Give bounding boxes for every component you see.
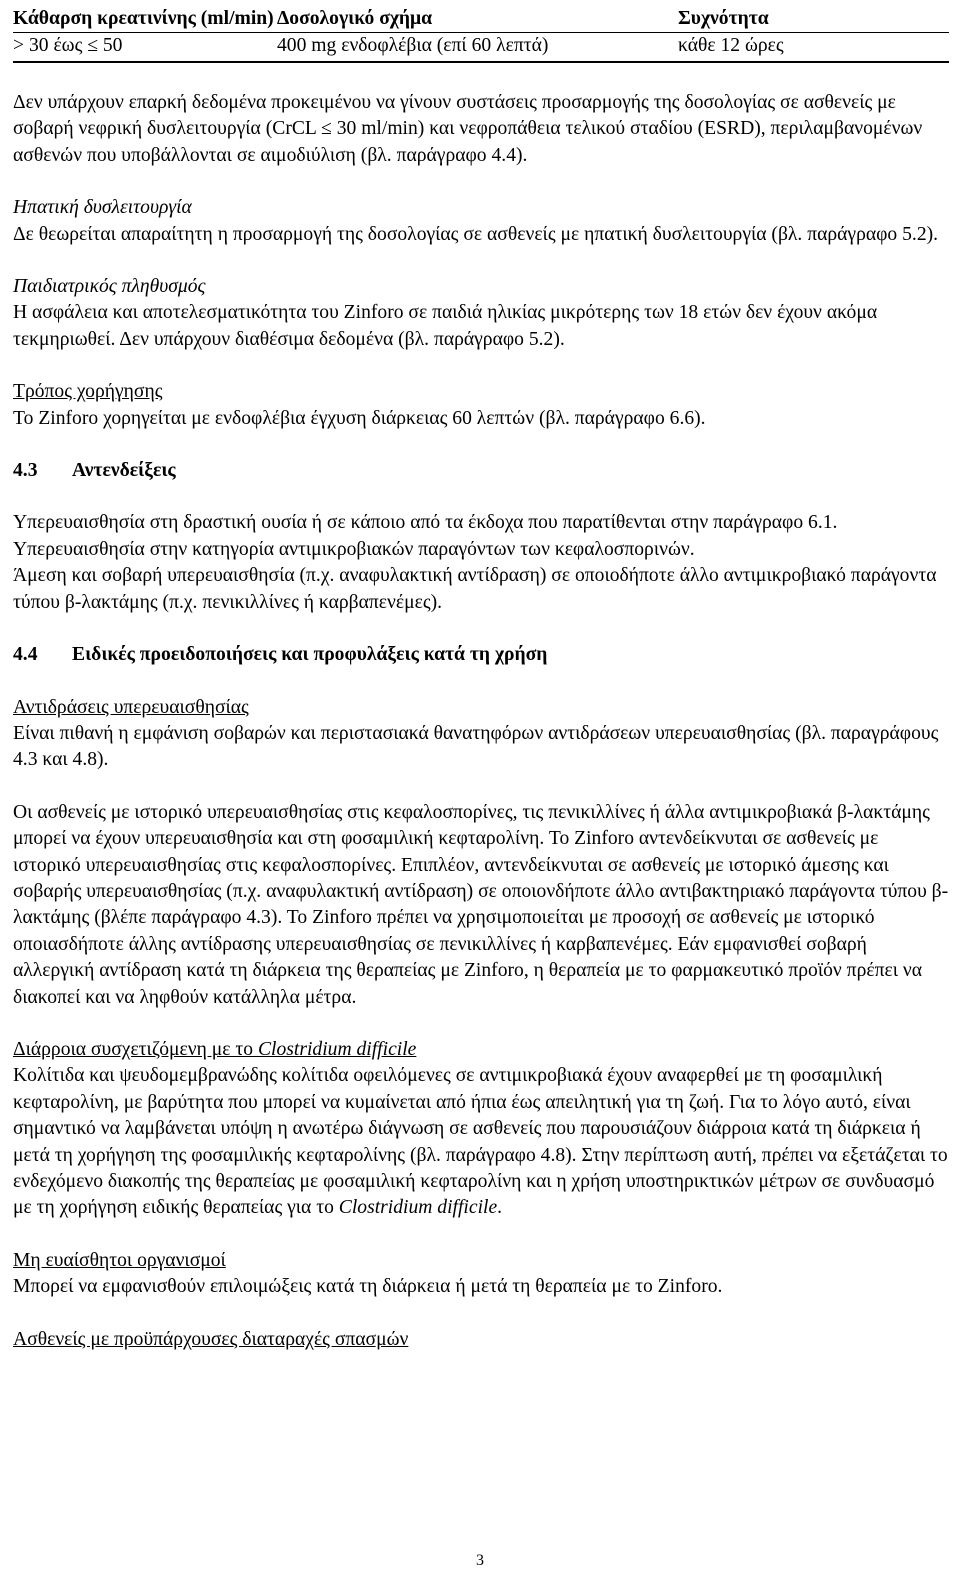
non-susceptible-heading: Μη ευαίσθητοι οργανισμοί (13, 1249, 226, 1271)
col-header-frequency: Συχνότητα (678, 6, 949, 33)
section-4-3-heading (13, 458, 949, 484)
pediatric-text: Η ασφάλεια και αποτελεσματικότητα του Zinforo σε παιδιά ηλικίας μικρότερης των 18 ετών δεν έχουν ακόμα τεκμηριωθεί. Δεν υπάρχουν διαθέσιμα δεδομένα (βλ. παράγραφο 5.2). (13, 302, 878, 350)
cell-dosing-regimen: 400 mg ενδοφλέβια (επί 60 λεπτά) (277, 33, 678, 63)
cdiff-text: Κολίτιδα και ψευδομεμβρανώδης κολίτιδα οφειλόμενες σε αντιμικροβιακά έχουν αναφερθεί με τη φοσαμιλική κεφταρολίνη, με βαρύτητα που μπορεί να κυμαίνεται από ήπια έως απειλητική για τη ζωή. Για το λόγο αυτό, είναι σημαντικό να λαμβάνεται υπόψη η ανωτέρω διάγνωση σε ασθενείς που παρουσιάζουν διάρροια κατά τη διάρκεια ή μετά τη χορήγηση της φοσαμιλικής κεφταρολίνης (βλ. παράγραφο 4.8). Στην περίπτωση αυτή, πρέπει να εξετάζεται το ενδεχόμενο διακοπής της θεραπείας με φοσαμιλική κεφταρολίνη και η χρήση υποστηρικτικών μέτρων σε συνδυασμό με τη χορήγηση ειδικής θεραπείας για το Clostridium difficile. (13, 1065, 948, 1219)
cell-frequency: κάθε 12 ώρες (678, 33, 949, 63)
contraindication-2: Υπερευαισθησία στην κατηγορία αντιμικροβιακών παραγόντων των κεφαλοσπορινών. (13, 538, 695, 560)
page-number: 3 (476, 1552, 484, 1569)
hypersensitivity-text: Είναι πιθανή η εμφάνιση σοβαρών και περιστασιακά θανατηφόρων αντιδράσεων υπερευαισθησίας (βλ. παραγράφους 4.3 και 4.8). (13, 722, 939, 771)
table-header-row (13, 6, 949, 33)
section-number: 4.4 (13, 644, 38, 666)
col-header-dosing-regimen: Δοσολογικό σχήμα (277, 6, 678, 33)
cdiff-heading: Διάρροια συσχετιζόμενη με το Clostridium difficile (13, 1038, 417, 1060)
dosing-table (13, 6, 949, 63)
section-4-4-heading (13, 642, 949, 668)
seizure-heading: Ασθενείς με προϋπάρχουσες διαταραχές σπασμών (13, 1328, 409, 1350)
table-row (13, 33, 949, 63)
renal-insufficiency-paragraph: Δεν υπάρχουν επαρκή δεδομένα προκειμένου να γίνουν συστάσεις προσαρμογής της δοσολογίας σε ασθενείς με σοβαρή νεφρική δυσλειτουργία (CrCL ≤ 30 ml/min) και νεφροπάθεια τελικού σταδίου (ESRD), περιλαμβανομένων ασθενών που υποβάλλονται σε αιμοδιύλιση (βλ. παράγραφο 4.4). (13, 92, 923, 166)
hepatic-text: Δε θεωρείται απαραίτητη η προσαρμογή της δοσολογίας σε ασθενείς με ηπατική δυσλειτουργία (βλ. παράγραφο 5.2). (13, 223, 939, 245)
section-number: 4.3 (13, 460, 38, 482)
col-header-creatinine-clearance: Κάθαρση κρεατινίνης (ml/min) (13, 6, 277, 33)
administration-text: Το Zinforo χορηγείται με ενδοφλέβια έγχυση διάρκειας 60 λεπτών (βλ. παράγραφο 6.6). (13, 407, 706, 429)
cell-creatinine-clearance: > 30 έως ≤ 50 (13, 33, 277, 63)
hypersensitivity-heading: Αντιδράσεις υπερευαισθησίας (13, 696, 249, 718)
pediatric-heading: Παιδιατρικός πληθυσμός (13, 276, 206, 298)
non-susceptible-text: Μπορεί να εμφανισθούν επιλοιμώξεις κατά τη διάρκεια ή μετά τη θεραπεία με το Zinforo. (13, 1276, 723, 1298)
section-title: Αντενδείξεις (72, 460, 176, 482)
hepatic-heading: Ηπατική δυσλειτουργία (13, 197, 192, 219)
hypersensitivity-paragraph-2: Οι ασθενείς με ιστορικό υπερευαισθησίας στις κεφαλοσπορίνες, τις πενικιλλίνες ή άλλα αντιμικροβιακά β-λακτάμης μπορεί να έχουν υπερευαισθησία και στη φοσαμιλική κεφταρολίνη. Το Zinforo αντενδείκνυται σε ασθενείς με ιστορικό υπερευαισθησίας στις κεφαλοσπορίνες. Επιπλέον, αντενδείκνυται σε ασθενείς με ιστορικό άμεσης και σοβαρής υπερευαισθησίας (π.χ. αναφυλακτική αντίδραση) σε οποιονδήποτε άλλο αντιβακτηριακό παράγοντα τύπου β-λακτάμης (βλέπε παράγραφο 4.3). Το Zinforo πρέπει να χρησιμοποιείται με προσοχή σε ασθενείς με ιστορικό οποιασδήποτε άλλης αντίδρασης υπερευαισθησίας σε πενικιλλίνες ή καρβαπενέμες. Εάν εμφανισθεί σοβαρή αλλεργική αντίδραση κατά τη διάρκεια της θεραπείας με Zinforo, η θεραπεία με το φαρμακευτικό προϊόν πρέπει να διακοπεί και να ληφθούν κατάλληλα μέτρα. (13, 801, 949, 1008)
section-title: Ειδικές προειδοποιήσεις και προφυλάξεις κατά τη χρήση (72, 644, 548, 666)
administration-heading: Τρόπος χορήγησης (13, 381, 163, 403)
contraindication-3: Άμεση και σοβαρή υπερευαισθησία (π.χ. αναφυλακτική αντίδραση) σε οποιοδήποτε άλλο αντιμικροβιακό παράγοντα τύπου β-λακτάμης (π.χ. πενικιλλίνες ή καρβαπενέμες). (13, 565, 937, 613)
contraindication-1: Υπερευαισθησία στη δραστική ουσία ή σε κάποιο από τα έκδοχα που παρατίθενται στην παράγραφο 6.1. (13, 512, 838, 534)
document-page (13, 0, 949, 1353)
